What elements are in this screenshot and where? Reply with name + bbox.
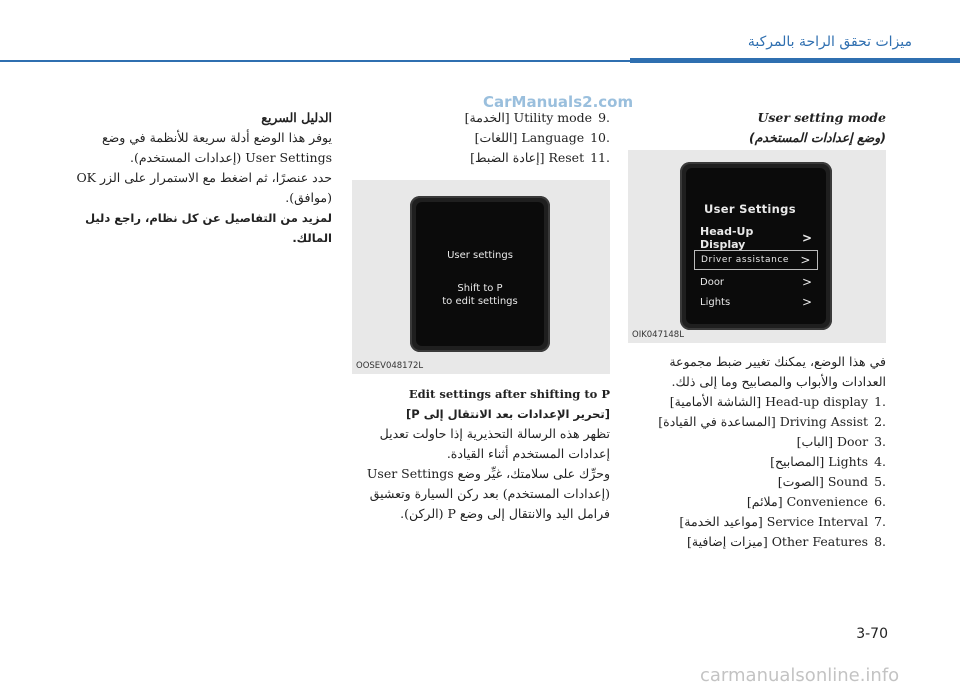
menu-item-label: Driver assistance <box>701 255 790 265</box>
screen-message: Shift to P to edit settings <box>442 283 518 307</box>
note-line: لمزيد من التفاصيل عن كل نظام، راجع دليل <box>85 211 332 225</box>
section-title: ميزات تحقق الراحة بالمركبة <box>747 34 912 50</box>
chevron-right-icon: > <box>801 231 812 245</box>
middle-column-list <box>352 108 610 168</box>
intro-line: العدادات والأبواب والمصابيح وما إلى ذلك. <box>671 374 886 389</box>
body-line: حدد عنصرًا، ثم اضغط مع الاستمرار على الزر OK <box>76 170 332 185</box>
menu-item-label: Lights <box>700 296 731 308</box>
list-item: .10Language [اللغات] <box>474 130 610 145</box>
list-item: .2Driving Assist [المساعدة في القيادة] <box>658 414 886 429</box>
list-item: .4Lights [المصابيح] <box>770 454 886 469</box>
list-item: .7Service Interval [مواعيد الخدمة] <box>679 514 886 529</box>
list-item: .8Other Features [ميزات إضافية] <box>687 534 886 549</box>
chevron-right-icon: > <box>801 275 812 289</box>
user-setting-heading: User setting mode <box>757 110 886 125</box>
list-item: .11Reset [إعادة الضبط] <box>470 150 610 165</box>
cluster-photo-shift-to-p <box>352 180 610 374</box>
body-line: (موافق). <box>285 190 332 205</box>
caption-en: Edit settings after shifting to P <box>408 387 610 401</box>
list-item: .3Door [الباب] <box>796 434 886 449</box>
page-number: 3-70 <box>856 626 888 642</box>
cluster-screen <box>686 168 826 324</box>
right-column-body <box>628 352 886 552</box>
body-line: وحرِّك على سلامتك، غيِّر وضع User Settings <box>366 466 610 481</box>
body-line: إعدادات المستخدم أثناء القيادة. <box>446 446 610 461</box>
chevron-right-icon: > <box>801 295 812 309</box>
instrument-cluster <box>680 162 832 330</box>
menu-item-head-up-display <box>694 225 818 251</box>
intro-line: في هذا الوضع، يمكنك تغيير ضبط مجموعة <box>669 354 886 369</box>
menu-item-lights <box>694 292 818 312</box>
menu-item-door <box>694 272 818 292</box>
left-column <box>76 108 332 248</box>
list-item: .6Convenience [ملائم] <box>746 494 886 509</box>
photo-code: OOSEV048172L <box>356 361 424 371</box>
cluster-photo-user-settings <box>628 150 886 343</box>
menu-item-label: Door <box>700 276 725 288</box>
note-line: المالك. <box>292 231 332 245</box>
body-line: User Settings (إعدادات المستخدم). <box>129 150 332 165</box>
body-line: فرامل اليد والانتقال إلى وضع P (الركن). <box>400 506 610 521</box>
menu-title: User Settings <box>704 202 796 216</box>
cluster-screen <box>416 202 544 346</box>
chevron-right-icon: > <box>800 253 811 267</box>
menu-item-driver-assistance <box>694 250 818 270</box>
user-setting-heading-ar: (وضع إعدادات المستخدم) <box>748 130 886 145</box>
caption-ar: [تحرير الإعدادات بعد الانتقال إلى P] <box>406 407 610 421</box>
right-column <box>628 108 886 148</box>
list-item: .5Sound [الصوت] <box>777 474 886 489</box>
screen-title: User settings <box>447 250 513 261</box>
photo-code: OIK047148L <box>632 330 684 340</box>
quick-guide-title: الدليل السريع <box>261 110 332 125</box>
middle-column-body <box>352 384 610 524</box>
body-line: تظهر هذه الرسالة التحذيرية إذا حاولت تعديل <box>379 426 610 441</box>
list-item: .1Head-up display [الشاشة الأمامية] <box>669 394 886 409</box>
instrument-cluster <box>410 196 550 352</box>
list-item: .9Utility mode [الخدمة] <box>464 110 610 125</box>
menu-item-label: Head-Up Display <box>700 225 754 251</box>
watermark-bottom[interactable]: carmanualsonline.info <box>700 665 900 686</box>
header-rule-accent <box>630 58 960 63</box>
body-line: يوفر هذا الوضع أدلة سريعة للأنظمة في وضع <box>101 130 332 145</box>
body-line: (إعدادات المستخدم) بعد ركن السيارة وتعشيق <box>369 486 610 501</box>
watermark-top[interactable]: CarManuals2.com <box>483 93 634 111</box>
